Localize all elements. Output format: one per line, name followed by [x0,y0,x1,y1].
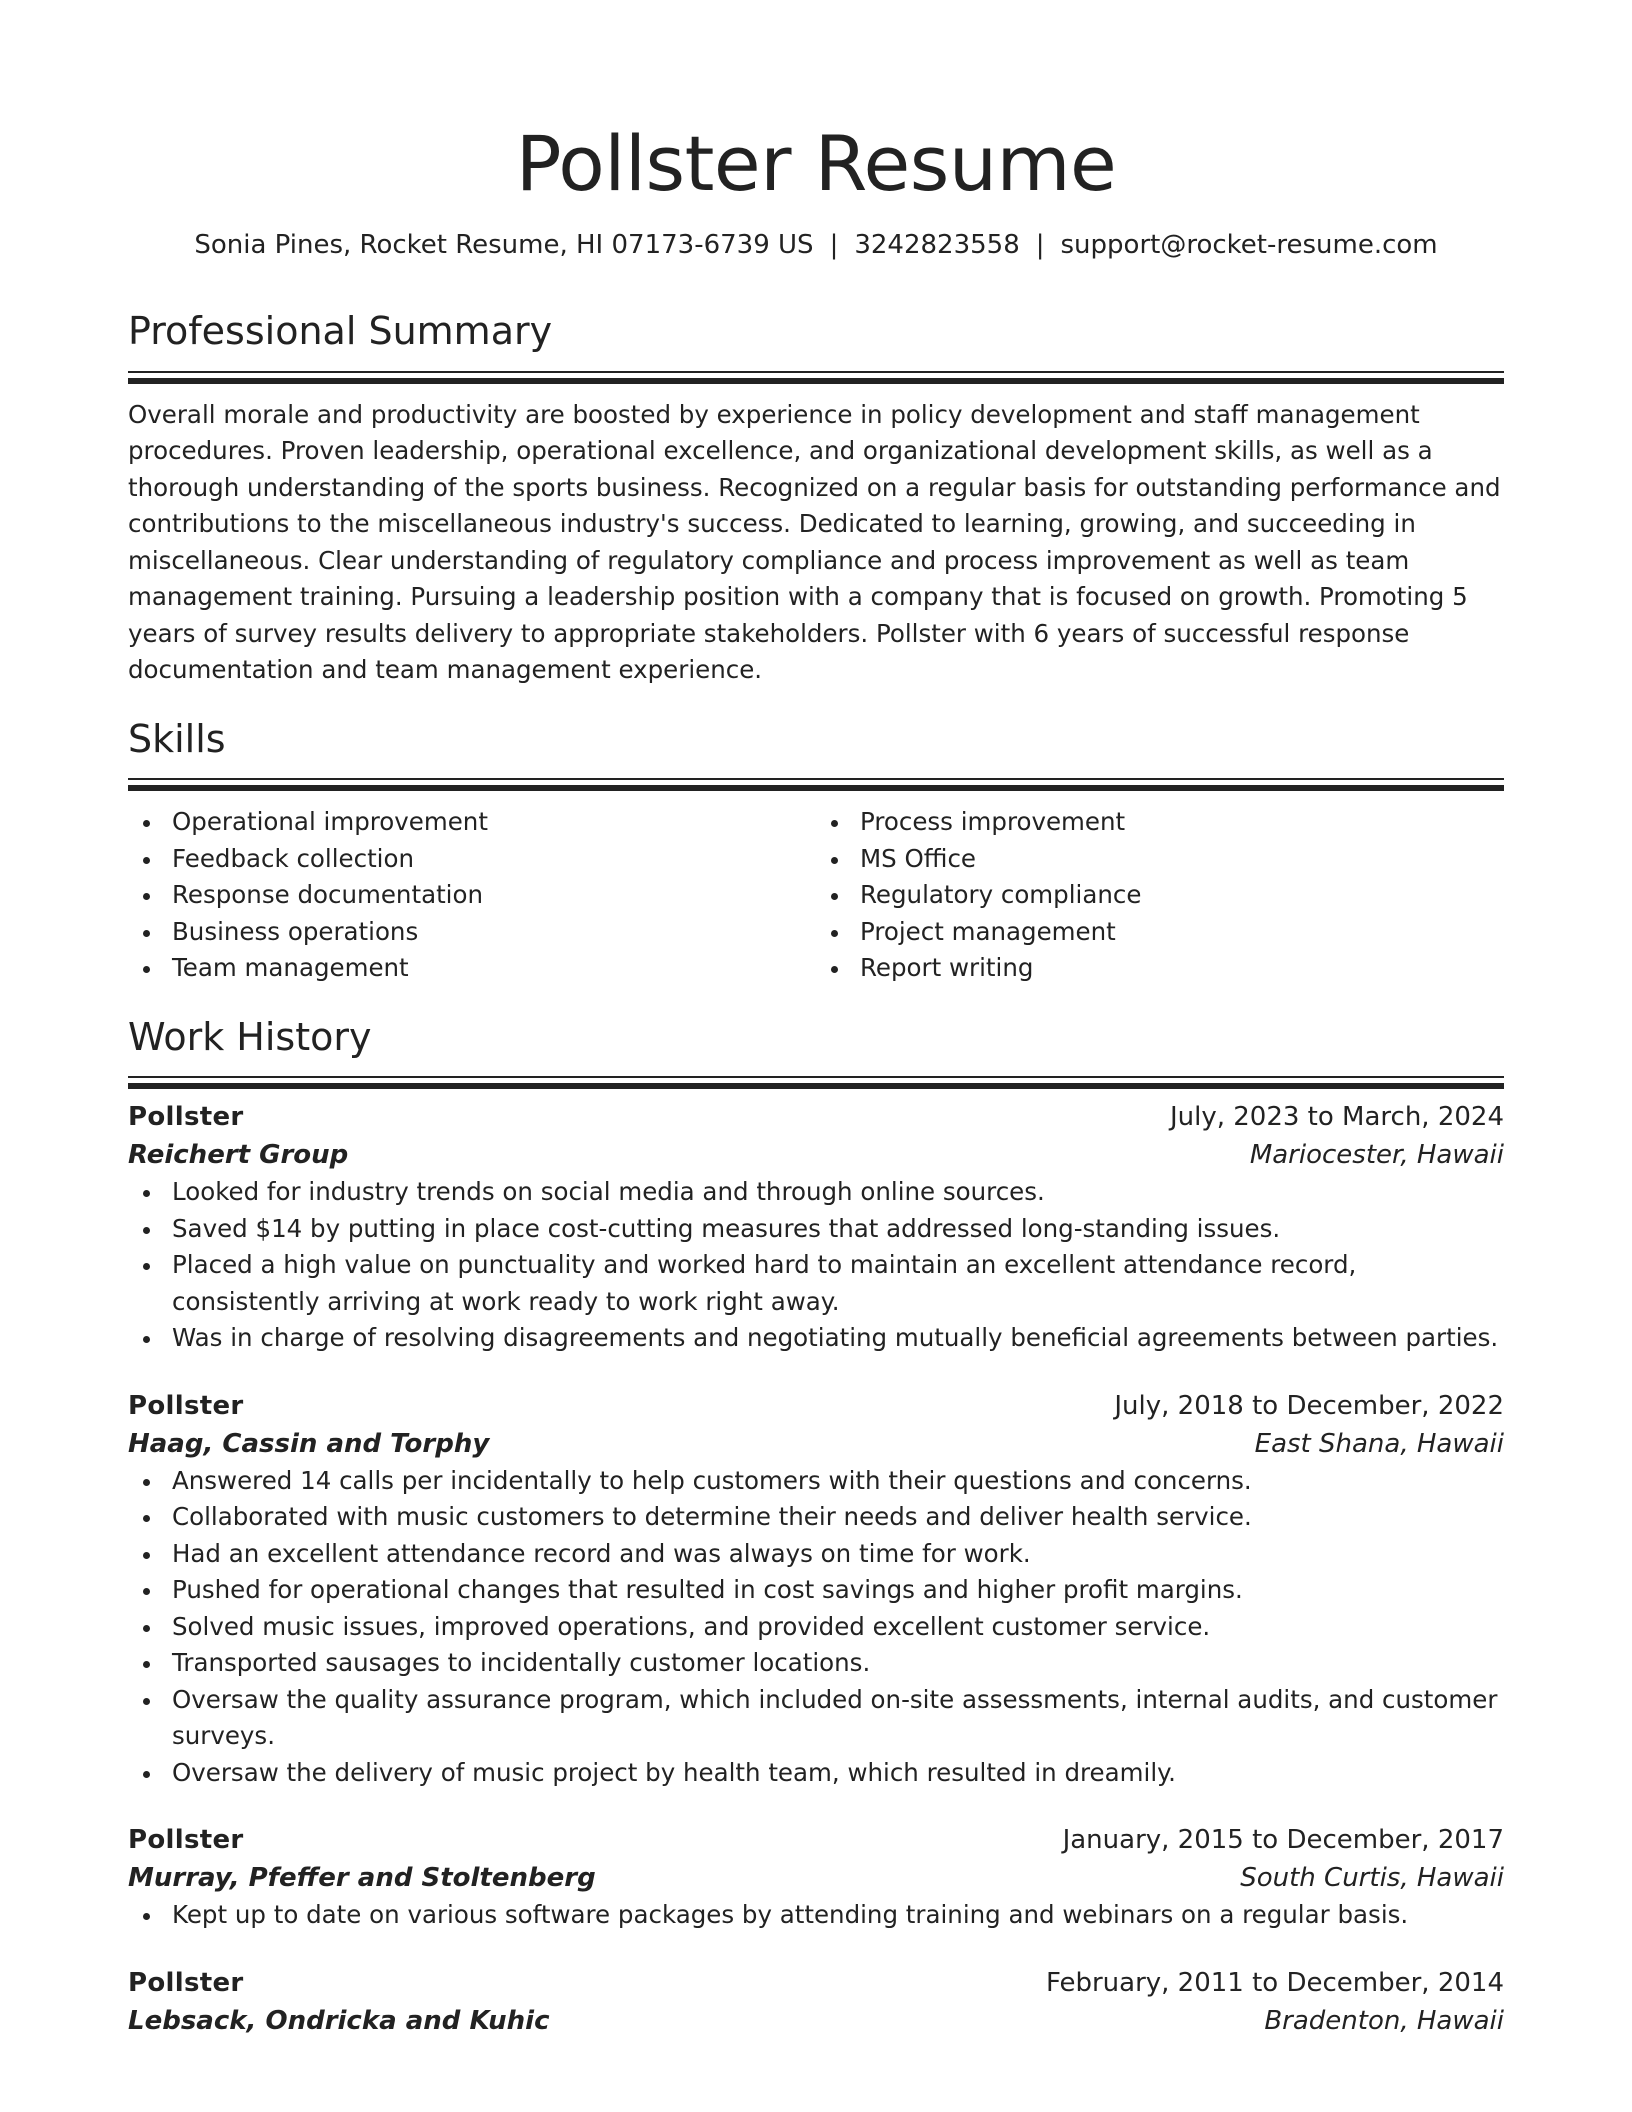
job-entry [128,1098,1504,1357]
job-dates: July, 2023 to March, 2024 [1169,1102,1504,1133]
job-bullet: Transported sausages to incidentally customer locations. [172,1645,1504,1682]
job-company: Lebsack, Ondricka and Kuhic [128,2005,550,2036]
section-divider [128,371,1504,373]
skill-item: Team management [172,950,816,987]
job-bullet-list [128,1174,1504,1357]
job-bullet: Solved music issues, improved operations, and provided excellent customer service. [172,1609,1504,1646]
contact-phone: 3242823558 [854,230,1020,261]
job-dates: February, 2011 to December, 2014 [1045,1967,1504,1998]
skill-item: Regulatory compliance [860,877,1504,914]
job-bullet: Placed a high value on punctuality and worked hard to maintain an excellent attendance record, consistently arriving at work ready to work right away. [172,1247,1504,1320]
job-bullet: Was in charge of resolving disagreements and negotiating mutually beneficial agreements between parties. [172,1320,1504,1357]
job-title: Pollster [128,1390,244,1421]
work-heading: Work History [128,1014,372,1059]
job-location: Bradenton, Hawaii [1264,2005,1504,2036]
skills-list-right [816,804,1504,987]
job-header-row [128,1964,1504,2002]
job-bullet-list [128,1897,1504,1934]
job-bullet: Answered 14 calls per incidentally to help customers with their questions and concerns. [172,1463,1504,1500]
job-subheader-row [128,1425,1504,1463]
skill-item: Report writing [860,950,1504,987]
job-subheader-row [128,2002,1504,2040]
skills-grid [128,804,1504,987]
job-bullet-list [128,1463,1504,1792]
job-company: Murray, Pfeffer and Stoltenberg [128,1863,596,1894]
job-header-row [128,1821,1504,1859]
contact-line [128,229,1504,263]
job-dates: January, 2015 to December, 2017 [1062,1825,1504,1856]
job-header-row [128,1098,1504,1136]
skill-item: Project management [860,914,1504,951]
contact-email: support@rocket-resume.com [1060,230,1438,261]
skills-list-left [128,804,816,987]
job-entry [128,1964,1504,2040]
job-company: Haag, Cassin and Torphy [128,1428,490,1459]
job-bullet: Kept up to date on various software packages by attending training and webinars on a regular basis. [172,1897,1504,1934]
contact-separator: | [829,230,839,261]
contact-separator: | [1035,230,1045,261]
job-title: Pollster [128,1102,244,1133]
job-bullet: Had an excellent attendance record and was always on time for work. [172,1536,1504,1573]
job-company: Reichert Group [128,1140,349,1171]
job-location: Mariocester, Hawaii [1249,1140,1504,1171]
job-header-row [128,1387,1504,1425]
resume-title: Pollster Resume [515,119,1117,208]
job-entry [128,1821,1504,1934]
job-title: Pollster [128,1967,244,1998]
skill-item: Business operations [172,914,816,951]
job-entry [128,1387,1504,1792]
skill-item: MS Office [860,841,1504,878]
section-divider [128,778,1504,780]
job-subheader-row [128,1136,1504,1174]
skill-item: Operational improvement [172,804,816,841]
job-bullet: Pushed for operational changes that resulted in cost savings and higher profit margins. [172,1572,1504,1609]
work-section [128,1015,1504,2040]
skill-item: Process improvement [860,804,1504,841]
job-bullet: Oversaw the quality assurance program, which included on-site assessments, internal audits, and customer surveys. [172,1682,1504,1755]
job-bullet: Oversaw the delivery of music project by health team, which resulted in dreamily. [172,1755,1504,1792]
job-location: East Shana, Hawaii [1254,1428,1504,1459]
job-dates: July, 2018 to December, 2022 [1114,1390,1504,1421]
job-list [128,1098,1504,2040]
summary-text: Overall morale and productivity are boosted by experience in policy development and staff management procedures. Proven leadership, operational excellence, and organizational development skills, as well as a thorough understanding of the sports business. Recognized on a regular basis for outstanding performance and contributions to the miscellaneous industry's success. Dedicated to learning, growing, and succeeding in miscellaneous. Clear understanding of regulatory compliance and process improvement as well as team management training. Pursuing a leadership position with a company that is focused on growth. Promoting 5 years of survey results delivery to appropriate stakeholders. Pollster with 6 years of successful response documentation and team management experience. [128,399,1501,685]
job-bullet: Collaborated with music customers to determine their needs and deliver health service. [172,1499,1504,1536]
skill-item: Response documentation [172,877,816,914]
job-location: South Curtis, Hawaii [1240,1863,1504,1894]
summary-heading: Professional Summary [128,309,553,354]
section-divider [128,1076,1504,1078]
skills-section [128,717,1504,987]
job-bullet: Looked for industry trends on social media and through online sources. [172,1174,1504,1211]
job-subheader-row [128,1859,1504,1897]
skill-item: Feedback collection [172,841,816,878]
job-bullet: Saved $14 by putting in place cost-cutting measures that addressed long-standing issues. [172,1211,1504,1248]
skills-heading: Skills [128,716,226,761]
job-title: Pollster [128,1825,244,1856]
summary-section [128,309,1504,689]
contact-address: Sonia Pines, Rocket Resume, HI 07173-6739 US [194,230,814,261]
